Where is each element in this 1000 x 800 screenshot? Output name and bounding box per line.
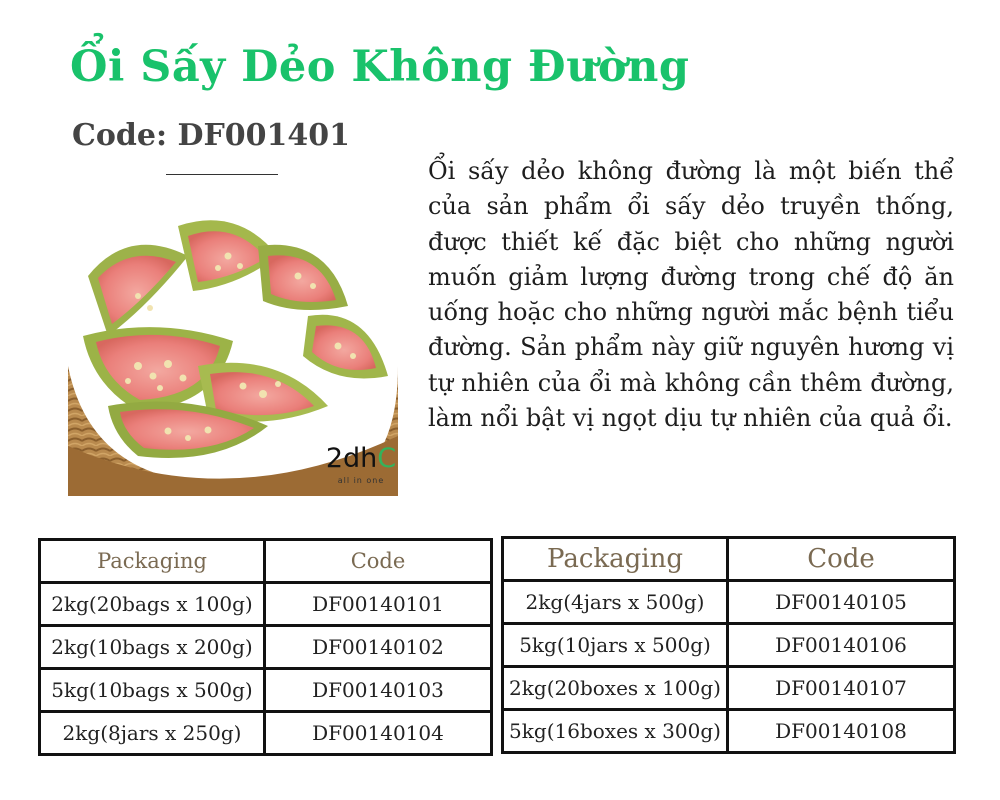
packaging-cell: 2kg(8jars x 250g) xyxy=(40,712,265,755)
packaging-cell: 2kg(20boxes x 100g) xyxy=(503,667,728,710)
code-cell: DF00140101 xyxy=(265,583,492,626)
header-packaging: Packaging xyxy=(40,540,265,583)
packaging-table-right xyxy=(501,536,956,754)
table-row xyxy=(40,669,492,712)
table-row xyxy=(40,626,492,669)
table-row xyxy=(40,583,492,626)
product-code: Code: DF001401 xyxy=(72,118,351,153)
packaging-cell: 5kg(10jars x 500g) xyxy=(503,624,728,667)
packaging-cell: 2kg(20bags x 100g) xyxy=(40,583,265,626)
code-cell: DF00140106 xyxy=(728,624,955,667)
divider xyxy=(166,174,278,175)
packaging-table-left xyxy=(38,538,493,756)
header-code: Code xyxy=(728,538,955,581)
code-cell: DF00140105 xyxy=(728,581,955,624)
code-cell: DF00140102 xyxy=(265,626,492,669)
code-cell: DF00140108 xyxy=(728,710,955,753)
packaging-cell: 2kg(10bags x 200g) xyxy=(40,626,265,669)
header-code: Code xyxy=(265,540,492,583)
table-row xyxy=(503,624,955,667)
product-description: Ổi sấy dẻo không đường là một biến thể của sản phẩm ổi sấy dẻo truyền thống, được thiết kế đặc biệt cho những người muốn giảm lượng đường trong chế độ ăn uống hoặc cho những người mắc bệnh tiểu đường. Sản phẩm này giữ nguyên hương vị tự nhiên của ổi mà không cần thêm đường, làm nổi bật vị ngọt dịu tự nhiên của quả ổi. xyxy=(428,157,954,433)
table-row xyxy=(503,710,955,753)
packaging-cell: 5kg(16boxes x 300g) xyxy=(503,710,728,753)
packaging-cell: 5kg(10bags x 500g) xyxy=(40,669,265,712)
table-header-row xyxy=(503,538,955,581)
product-title: Ổi Sấy Dẻo Không Đường xyxy=(70,42,690,92)
brand-logo xyxy=(320,445,402,485)
table-row xyxy=(503,667,955,710)
brand-name xyxy=(320,445,402,472)
table-row xyxy=(503,581,955,624)
header-packaging: Packaging xyxy=(503,538,728,581)
brand-name-accent: C xyxy=(377,443,397,474)
packaging-cell: 2kg(4jars x 500g) xyxy=(503,581,728,624)
table-row xyxy=(40,712,492,755)
code-cell: DF00140104 xyxy=(265,712,492,755)
code-cell: DF00140107 xyxy=(728,667,955,710)
table-header-row xyxy=(40,540,492,583)
brand-tagline: all in one xyxy=(337,476,385,485)
code-cell: DF00140103 xyxy=(265,669,492,712)
brand-name-main: 2dh xyxy=(325,443,378,474)
